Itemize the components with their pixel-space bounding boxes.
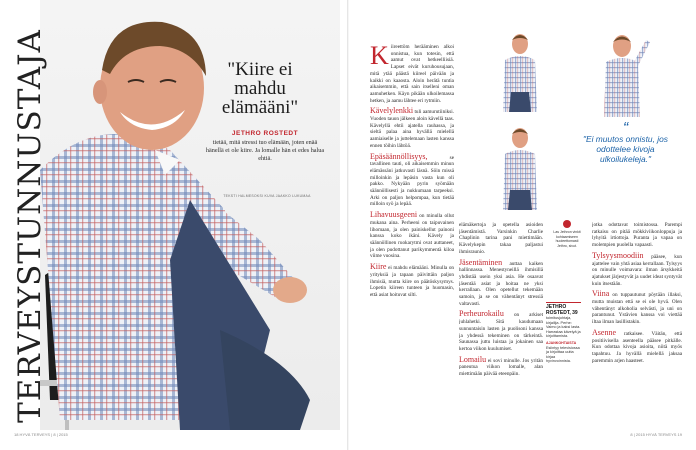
fact-box-subtitle: AJANKOHTAISTA [546,340,577,345]
folio-left: 18 HYVÄ TERVEYS | 8 | 2015 [14,432,68,437]
intro-paragraph [370,44,454,104]
subhead: Viina [592,289,610,299]
map-caption [551,220,583,248]
fact-box [546,302,581,364]
subhead: Epäsäännöllisyys, [370,151,428,161]
subhead: Lihavuusgeeni [370,210,418,220]
section-title-vertical [10,22,50,430]
drop-cap: K [370,44,389,70]
body-text: auttaa kaiken hallinnassa. Menestyneillä ihmisillä yhdistää usein yksi asia. He osaavat jäsentää asiat ja hoitaa ne yksi kerrallaan. Olen opetellut tekemään samoin, ja se on vähentänyt stressiä valtavasti. [459,260,543,307]
body-text: se tavallinen tauti, oli aikaisemmin minun elämässäni jatkuvasti läsnä. Söin missä milloinkin ja lepäsin vasta kun oli pakko. Nykyään pyrin syömään säännöllisesti ja nukkumaan tarpeeksi. Arki on paljon helpompaa, kun tietää milloin syö ja lepää. [370,154,454,208]
pull-quote [578,120,673,164]
pull-quote-text: "Ei muutos onnistu, jos odottelee kivoja ulkoilukeleja." [583,134,668,164]
subhead: Perheurokailu [459,309,504,319]
body-text: on tuppautunut pöytään illaksi, mutta muistan että se ei ole hyvä. Olen vähentänyt alkoholia selvästi, ja uni on parantunut. Ystävien kanssa voi viettää iltaa ilman lasillistakin. [592,292,682,326]
location-pin-icon [563,220,571,228]
photo-credit: TEKSTI HALMESOKSI KUVA JAAKKO LUKUMAA [223,194,311,198]
section-title: TERVEYSTUNNUSTAJA [12,29,48,423]
quote-mark-icon: “ [622,120,629,137]
subhead: Jäsentäminen [459,257,503,267]
fact-box-body: toimitusjohtaja, kirjailija. Perhe: Vaimo ja kaksi lasta. Harrastaa kävelyä ja kirjoittamista. [546,316,581,339]
subhead: Asenne [592,327,616,337]
subhead: Kävelylenkki [370,106,414,116]
subject-name: JETHRO ROSTEDT [231,130,299,137]
body-text: ei mahdu elämääni. Minulla on yrityksiä ja tapaan päivittäin paljon ihmisiä, mutta kiire on päätöskysymys. Lopetin kiireen tunteen ja huomasin, että asiat hoituvat silti. [370,265,454,298]
body-text: ei sovi minulle. Jos yritän paneutua viikon lomalle, alan miettimään päivää eteenpäin. [459,357,543,378]
subhead: Tylsyysmoodiin [592,250,644,260]
article-column-3 [592,222,682,430]
subhead: Lomailu [459,354,487,364]
lead-paragraph: tietää, mitä stressi tuo elämään, joten enää hänellä ei ole kiire. Ja lomalle hän ei edes halua ehtiä. [205,139,325,162]
body-text: ratkaisee. Väitän, että positiivisella asenteella pääsee pitkälle. Kun odottaa kivoja asioita, niitä myös tapahtuu. Ja hyvällä mielellä jaksaa paremmin arjen haasteet. [592,330,682,364]
small-photo-1 [495,22,545,112]
caption-text: Las Jethron vinkit kohtaamiseen huoleettomasti Jethro, sivut. [553,230,581,248]
body-text: jotka odottavat toimistossa. Parempi ratkaisu on pitää mökkiviikonloppuja ja lyhyitä irtiottoja. Puranta ja vapaa on molempien puolella vapaasti. [592,222,682,249]
body-text: elämäkertoja ja opetella asioiden jäsentämistä. Varsinkin Charlie Chaplinin tarina pani miettimään. Kävelykepin takaa paljastui ihmisrauniо. [459,222,543,255]
fact-box-title: JETHRO ROSTEDT, 39 [546,304,578,316]
page-gutter [347,0,349,450]
small-photo-3 [495,118,545,210]
small-photo-2 [592,22,652,117]
folio-right: 8 | 2015 HYVÄ TERVEYS 19 [630,432,682,437]
article-column-2 [459,222,543,430]
article-column-1 [370,44,454,430]
fact-box-sub-body: Esiintyy televisiossa ja kirjoittaa uutta kirjaa hyvinvoinnista. [546,345,580,364]
body-text: iireettöm herääminen alkoi onnistua, kun totesin, että aamut ovat hetkeelliisiä. Lapset eivät kuruhousujaan, mitä ytää päästä kiireel päivään ja kaikki on kaaosta. Aloin herätä tuntia aikaisemmin, että sain itselleni oman aamuhetken. Käyn pikään ulkoilemassa hetken, ja aamu lähtee eri rytmiin. [370,44,454,104]
subhead: Kiire [370,262,387,272]
body-text: on minulla ollut mukana aina. Perheeni on taipuvainen lihomaan, ja olen painiskellut painoni kanssa koko ikäni. Kävely ja säännöllinen ruokarytmi ovat auttaneet, ja olen pudottanut parikymmentä kiloa viime vuosina. [370,213,454,260]
body-text: tuli aamurutiiniksi. Vuoden tauon jälkeen aloin kävellä taas. Kävelyllä ehtii ajatella rauhassa, ja sieltä palaa aina hyvällä mielellä aamiaiselle ja juttelemaan lasten kanssa ennen töihin lähtöä. [370,109,454,149]
headline: "Kiire ei mahdu elämääni" [221,59,299,118]
body-text: pääsee, kun ajattelee vain yhtä asiaa kerrallaan. Tylsyys on minulle voimavara: ilman ärsykkeitä ajatukset järjestyvät ja uudet ideat syntyvät kuin itsestään. [592,253,682,287]
body-text: on arkiset juhlahetki. Sitä kaudumaan sunnuntaisin lasten ja puolisoni kanssa ja yhdessä tekeminen on tärkeintä. Saunassa juttu luistaa ja jokainen saa kertoa viikon kuulumiset. [459,312,543,352]
